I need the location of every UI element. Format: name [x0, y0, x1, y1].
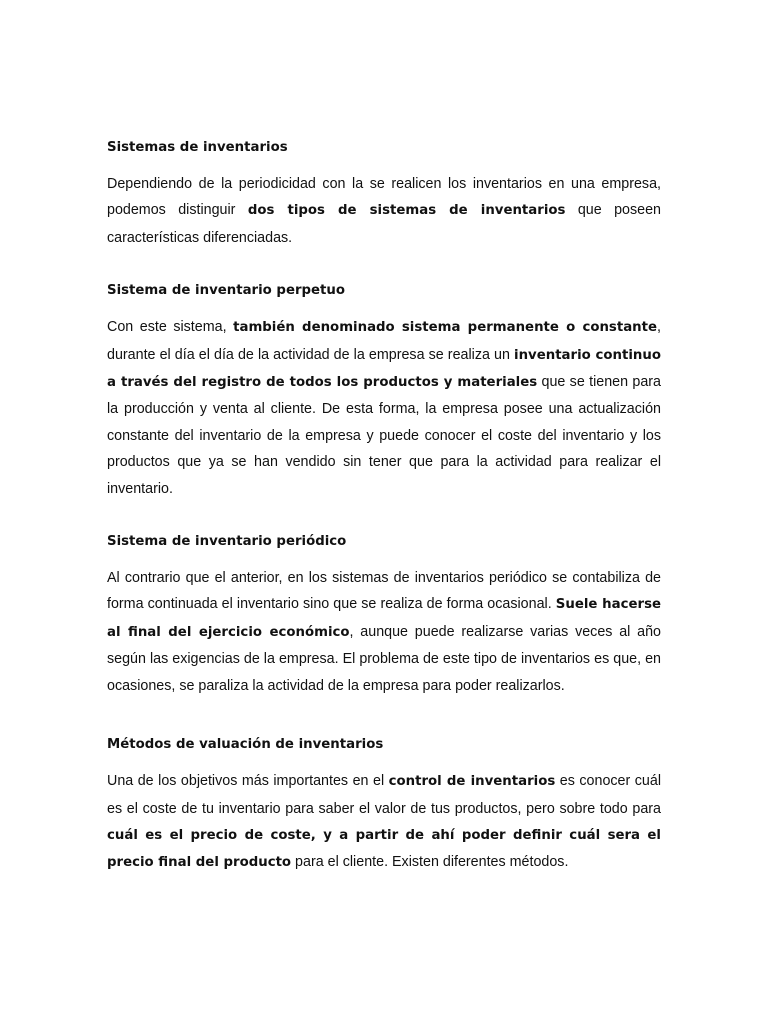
text-run: , durante el día el día de la actividad de la empresa se realiza un	[107, 319, 661, 363]
bold-text-run: control de inventarios	[388, 774, 556, 790]
section-paragraph	[107, 171, 661, 251]
section-paragraph	[107, 565, 661, 699]
text-run: Al contrario que el anterior, en los sistemas de inventarios periódico se contabiliza de forma continuada el inventario sino que se realiza de forma ocasional.	[107, 570, 661, 613]
text-run: que poseen características diferenciadas.	[107, 202, 661, 246]
section-heading: Sistema de inventario periódico	[107, 534, 347, 550]
section-heading: Métodos de valuación de inventarios	[107, 737, 384, 753]
section-heading: Sistemas de inventarios	[107, 140, 288, 155]
section-inventario-perpetuo	[107, 281, 661, 502]
section-metodos-de-valuacion	[107, 735, 661, 877]
section-paragraph	[107, 768, 661, 877]
section-paragraph	[107, 314, 661, 502]
text-run: para el cliente. Existen diferentes métodos.	[291, 854, 569, 871]
bold-text-run: dos tipos de sistemas de inventarios	[247, 203, 566, 219]
text-run: , aunque puede realizarse varias veces al año según las exigencias de la empresa. El problema de este tipo de inventarios es que, en ocasiones, se paraliza la actividad de la empresa para poder realizarlos.	[107, 623, 661, 694]
text-run: Dependiendo de la periodicidad con la se realicen los inventarios en una empresa, podemos distinguir	[107, 176, 661, 219]
text-run: es conocer cuál es el coste de tu inventario para saber el valor de tus productos, pero sobre todo para	[107, 773, 661, 817]
document-page	[107, 138, 661, 877]
text-run: Con este sistema,	[107, 319, 234, 336]
bold-text-run: Suele hacerse al final del ejercicio económico	[107, 597, 661, 640]
bold-text-run: cuál es el precio de coste, y a partir de ahí poder definir cuál sera el precio final del producto	[107, 827, 661, 871]
section-sistemas-de-inventarios	[107, 138, 661, 251]
bold-text-run: también denominado sistema permanente o constante	[233, 320, 658, 336]
bold-text-run: inventario continuo a través del registro de todos los productos y materiales	[107, 347, 661, 391]
section-inventario-periodico	[107, 532, 661, 699]
section-heading: Sistema de inventario perpetuo	[107, 283, 346, 299]
text-run: que se tienen para la producción y venta al cliente. De esta forma, la empresa posee una actualización constante del inventario de la empresa y puede conocer el coste del inventario y los productos que ya se han vendido sin tener que para la actividad para realizar el inventario.	[107, 374, 662, 497]
text-run: Una de los objetivos más importantes en el	[107, 773, 389, 790]
